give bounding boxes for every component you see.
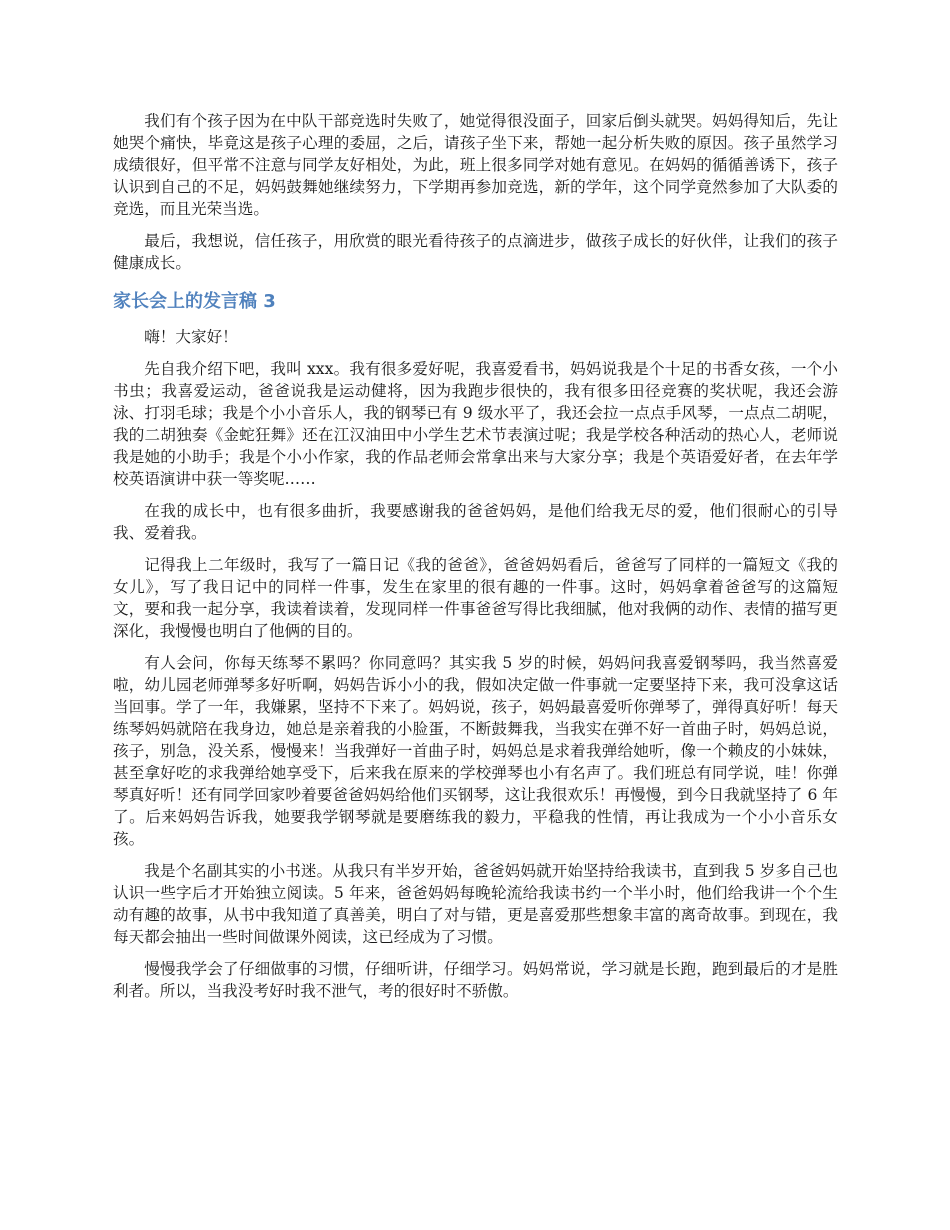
paragraph-gratitude: 在我的成长中，也有很多曲折，我要感谢我的爸爸妈妈，是他们给我无尽的爱，他们很耐心的引导我、爱着我。 <box>113 502 838 542</box>
paragraph-greeting: 嗨！大家好！ <box>144 328 238 346</box>
section-heading: 家长会上的发言稿 3 <box>113 291 276 312</box>
paragraph-diary-story: 记得我上二年级时，我写了一篇日记《我的爸爸》，爸爸妈妈看后，爸爸写了同样的一篇短文《我的女儿》，写了我日记中的同样一件事，发生在家里的很有趣的一件事。这时，妈妈拿着爸爸写的这篇短文，要和我一起分享，我读着读着，发现同样一件事爸爸写得比我细腻，他对我俩的动作、表情的描写更深化，我慢慢也明白了他俩的目的。 <box>113 556 838 640</box>
paragraph-self-introduction: 先自我介绍下吧，我叫 xxx。我有很多爱好呢，我喜爱看书，妈妈说我是个十足的书香女孩，一个小书虫；我喜爱运动，爸爸说我是运动健将，因为我跑步很快的，我有很多田径竞赛的奖状呢，我还会游泳、打羽毛球；我是个小小音乐人，我的钢琴已有 9 级水平了，我还会拉一点点手风琴，一点点二胡呢，我的二胡独奏《金蛇狂舞》还在江汉油田中小学生艺术节表演过呢；我是学校各种活动的热心人，老师说我是她的小助手；我是个小小作家，我的作品老师会常拿出来与大家分享；我是个英语爱好者，在去年学校英语演讲中获一等奖呢…… <box>113 360 838 488</box>
paragraph-closing-remark: 最后，我想说，信任孩子，用欣赏的眼光看待孩子的点滴进步，做孩子成长的好伙伴，让我们的孩子健康成长。 <box>113 232 838 272</box>
paragraph-piano-story: 有人会问，你每天练琴不累吗？你同意吗？其实我 5 岁的时候，妈妈问我喜爱钢琴吗，我当然喜爱啦，幼儿园老师弹琴多好听啊，妈妈告诉小小的我，假如决定做一件事就一定要坚持下来，我可没拿这话当回事。学了一年，我嫌累，坚持不下来了。妈妈说，孩子，妈妈最喜爱听你弹琴了，弹得真好听！每天练琴妈妈就陪在我身边，她总是亲着我的小脸蛋，不断鼓舞我，当我实在弹不好一首曲子时，妈妈总说，孩子，别急，没关系，慢慢来！当我弹好一首曲子时，妈妈总是求着我弹给她听，像一个赖皮的小妹妹，甚至拿好吃的求我弹给她享受下，后来我在原来的学校弹琴也小有名声了。我们班总有同学说，哇！你弹琴真好听！还有同学回家吵着要爸爸妈妈给他们买钢琴，这让我很欢乐！再慢慢，到今日我就坚持了 6 年了。后来妈妈告诉我，她要我学钢琴就是要磨练我的毅力，平稳我的性情，再让我成为一个小小音乐女孩。 <box>113 654 838 848</box>
document-page <box>113 110 838 1012</box>
paragraph-study-habits: 慢慢我学会了仔细做事的习惯，仔细听讲，仔细学习。妈妈常说，学习就是长跑，跑到最后的才是胜利者。所以，当我没考好时我不泄气，考的很好时不骄傲。 <box>113 960 838 1000</box>
paragraph-reading-story: 我是个名副其实的小书迷。从我只有半岁开始，爸爸妈妈就开始坚持给我读书，直到我 5 岁多自己也认识一些字后才开始独立阅读。5 年来，爸爸妈妈每晚轮流给我读书约一个半小时，他们给我讲一个个生动有趣的故事，从书中我知道了真善美，明白了对与错，更是喜爱那些想象丰富的离奇故事。到现在，我每天都会抽出一些时间做课外阅读，这已经成为了习惯。 <box>113 862 838 946</box>
paragraph-failure-story: 我们有个孩子因为在中队干部竞选时失败了，她觉得很没面子，回家后倒头就哭。妈妈得知后，先让她哭个痛快，毕竟这是孩子心理的委屈，之后，请孩子坐下来，帮她一起分析失败的原因。孩子虽然学习成绩很好，但平常不注意与同学友好相处，为此，班上很多同学对她有意见。在妈妈的循循善诱下，孩子认识到自己的不足，妈妈鼓舞她继续努力，下学期再参加竞选，新的学年，这个同学竟然参加了大队委的竞选，而且光荣当选。 <box>113 112 838 218</box>
